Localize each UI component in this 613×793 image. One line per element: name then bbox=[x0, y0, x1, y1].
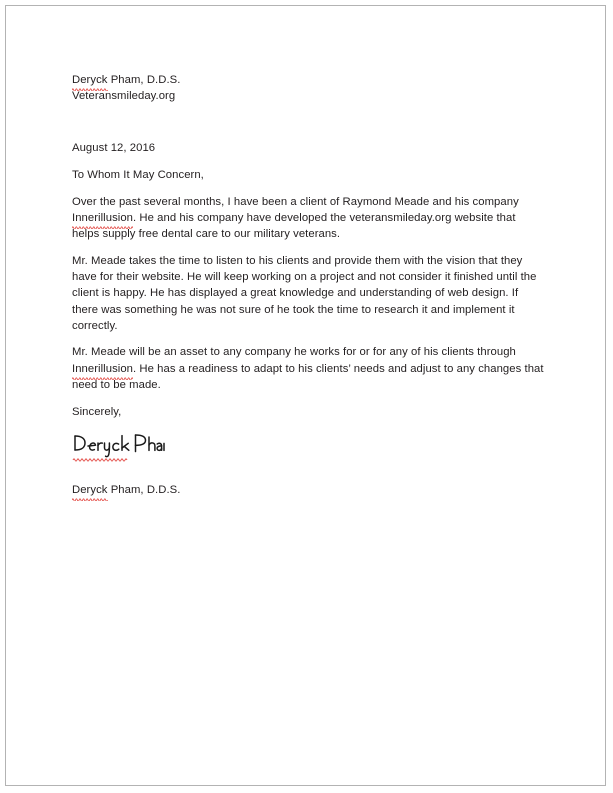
spacer bbox=[72, 467, 544, 482]
paragraph-3-misspelled-word: Innerillusion bbox=[72, 361, 133, 377]
letterhead-name-line bbox=[72, 72, 544, 88]
letter-salutation: To Whom It May Concern, bbox=[72, 169, 204, 182]
signature-spellcheck-squiggle-icon bbox=[73, 457, 127, 461]
spacer bbox=[72, 420, 544, 432]
letterhead-website: Veteransmileday.org bbox=[72, 90, 176, 103]
spellcheck-squiggle-icon bbox=[72, 497, 108, 501]
paragraph-1-text-after: . He and his company have developed the veteransmileday.org website that helps supply free dental care to our military veterans. bbox=[72, 212, 516, 241]
letterhead-name-misspelled: Deryck bbox=[72, 72, 108, 88]
letter-paragraph-3 bbox=[72, 344, 544, 393]
spacer bbox=[72, 157, 544, 168]
signature-block-name bbox=[72, 482, 544, 498]
paragraph-3-text-before: Mr. Meade will be an asset to any company he works for or for any of his clients through bbox=[72, 346, 516, 359]
signature-strokes-icon bbox=[72, 432, 164, 460]
spacer bbox=[72, 104, 544, 140]
letter-paragraph-2: Mr. Meade takes the time to listen to his clients and provide them with the vision that they have for their website. He will keep working on a project and not consider it finished until the client is happy. He has displayed a great knowledge and understanding of web design. If there was something he was not sure of he took the time to research it and implement it correctly. bbox=[72, 254, 537, 332]
letterhead-name-rest: Pham, D.D.S. bbox=[107, 74, 181, 86]
letterhead bbox=[72, 72, 544, 104]
letter-paragraph-1 bbox=[72, 194, 544, 243]
spacer bbox=[72, 334, 544, 345]
paragraph-3-text-after: . He has a readiness to adapt to his clients’ needs and adjust to any changes that need to be made. bbox=[72, 362, 544, 391]
spacer bbox=[72, 183, 544, 194]
letter-date: August 12, 2016 bbox=[72, 142, 156, 155]
document-page bbox=[5, 5, 606, 786]
signature-block-misspelled-word: Deryck bbox=[72, 482, 108, 498]
signature-block-name-rest: Pham, D.D.S. bbox=[107, 483, 181, 496]
spacer bbox=[72, 393, 544, 404]
spacer bbox=[72, 242, 544, 253]
paragraph-1-text-before: Over the past several months, I have been a client of Raymond Meade and his company bbox=[72, 195, 519, 208]
letter-closing: Sincerely, bbox=[72, 405, 122, 418]
letter-body bbox=[72, 72, 544, 498]
paragraph-1-misspelled-word: Innerillusion bbox=[72, 210, 133, 226]
handwritten-signature bbox=[72, 432, 164, 462]
